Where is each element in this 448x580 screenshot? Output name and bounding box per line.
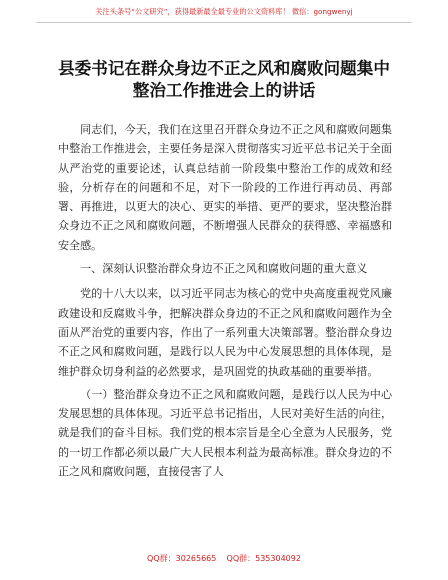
- title-line-1: 县委书记在群众身边不正之风和腐败问题集中: [58, 59, 390, 78]
- qq-group-label: QQ群：: [147, 554, 176, 563]
- document-title: [24, 58, 424, 102]
- qq-group-number: 30265665: [175, 554, 217, 563]
- page-header-promo: [36, 7, 412, 23]
- page-footer-contacts: [0, 554, 448, 564]
- qq-group-label: QQ群：: [226, 554, 256, 563]
- qq-group-number: 535304092: [255, 554, 301, 563]
- header-promo-text: 关注头条号“公文研究”，获得最新最全最专业的公文资料库！ 微信：gongwenyj: [95, 7, 353, 16]
- body-paragraph: （一）整治群众身边不正之风和腐败问题，是践行以人民为中心发展思想的具体体现。习近平总书记指出，人民对美好生活的向往，就是我们的奋斗目标。我们党的根本宗旨是全心全意为人民服务，党的一切工作都必须以最广大人民根本利益为最高标准。群众身边的不正之风和腐败问题，直接侵害了人: [58, 387, 392, 479]
- document-body: [58, 120, 392, 481]
- section-heading-1: 一、深刻认识整治群众身边不正之风和腐败问题的重大意义: [80, 262, 368, 276]
- body-paragraph: 党的十八大以来，以习近平同志为核心的党中央高度重视党风廉政建设和反腐败斗争，把解决群众身边的不正之风和腐败问题作为全面从严治党的重要内容，作出了一系列重大决策部署。整治群众身边不正之风和腐败问题，是践行以人民为中心发展思想的具体体现，是维护群众切身利益的必然要求，是巩固党的执政基础的重要举措。: [58, 287, 392, 378]
- opening-paragraph: 同志们，今天，我们在这里召开群众身边不正之风和腐败问题集中整治工作推进会，主要任务是深入贯彻落实习近平总书记关于全面从严治党的重要论述，认真总结前一阶段集中整治工作的成效和经验，分析存在的问题和不足，对下一阶段的工作进行再动员、再部署、再推进，以更大的决心、更实的举措、更严的要求，坚决整治群众身边不正之风和腐败问题，不断增强人民群众的获得感、幸福感和安全感。: [58, 123, 392, 252]
- title-line-2: 整治工作推进会上的讲话: [132, 81, 316, 100]
